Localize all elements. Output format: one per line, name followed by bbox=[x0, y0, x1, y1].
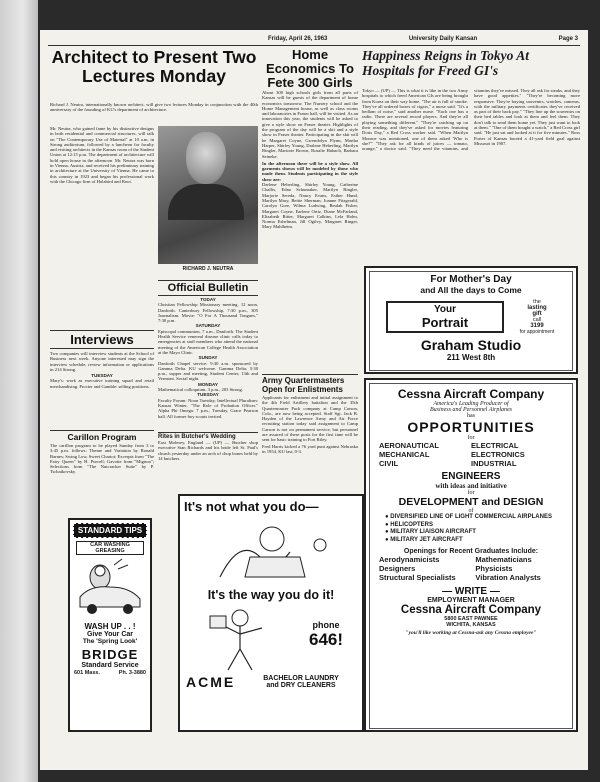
rites-heading: Rites in Butcher's Wedding bbox=[158, 432, 258, 440]
neutra-photo-block bbox=[158, 126, 258, 276]
cessna-bullet: ● MILITARY JET AIRCRAFT bbox=[385, 536, 463, 543]
cessna-sub2: Business and Personnel Airplanes bbox=[429, 407, 513, 413]
acme-services bbox=[246, 675, 356, 689]
neutra-photo-caption: RICHARD J. NEUTRA bbox=[182, 266, 234, 272]
cessna-title: Cessna Aircraft Company bbox=[397, 387, 545, 401]
graham-middle bbox=[372, 299, 570, 335]
graham-lasting3: gift bbox=[532, 311, 542, 317]
cessna-bullet-text: MILITARY LIAISON AIRCRAFT bbox=[390, 529, 476, 535]
cessna-addr2: WICHITA, KANSAS bbox=[446, 622, 496, 628]
cessna-job: Physicists bbox=[475, 564, 513, 573]
cessna-with: with ideas and initiative bbox=[435, 482, 507, 490]
acme-top-text: It's not what you do— bbox=[184, 499, 319, 514]
masthead-page-number: Page 3 bbox=[558, 36, 578, 42]
cessna-addr1: 5800 EAST PAWNEE bbox=[444, 616, 498, 622]
standard-address: 601 Mass. bbox=[74, 670, 100, 676]
bulletin-day-monday: MONDAY bbox=[198, 381, 218, 387]
interviews-day-body: Mary's: work as executive training squad and retail merchandising. Procter and Gamble: selling positions. bbox=[50, 378, 154, 389]
homeec-article bbox=[262, 90, 358, 388]
cessna-bullet: ● DIVERSIFIED LINE OF LIGHT COMMERCIAL AIRPLANES bbox=[385, 514, 552, 520]
cessna-openings: Openings for Recent Graduates Include: bbox=[403, 548, 539, 555]
car-wash-illustration bbox=[70, 557, 148, 617]
acme-phone-block bbox=[290, 604, 362, 674]
cessna-bullet-text: DIVERSIFIED LINE OF LIGHT COMMERCIAL AIRPLANES bbox=[390, 514, 552, 520]
bulletin-sunday: Danforth Chapel service: 9:30 a.m. sponsored by Gamma Delta. KU welcome. Gamma Delta, 5:30 p.m., supper and meeting, Student Center, 13th and Vermont. Social night. bbox=[158, 360, 258, 382]
standard-phone: Ph. 3-3880 bbox=[118, 670, 146, 676]
bulletin-day-today: TODAY bbox=[200, 297, 216, 302]
carillon-article bbox=[50, 430, 154, 514]
masthead bbox=[48, 36, 580, 46]
graham-gift-block bbox=[504, 299, 570, 335]
bulletin-heading: Official Bulletin bbox=[158, 280, 258, 296]
standard-brand: BRIDGE bbox=[81, 647, 139, 662]
standard-line2: Give Your Car bbox=[86, 631, 134, 638]
bulletin-saturday: Episcopal communion, 7 a.m., Danforth. The Student Health Service venereal disease clinic calls today to emergencies at staff members who attend the national meeting of the American College Health Association at the Mayo Clinic. bbox=[158, 328, 258, 355]
cessna-job: Vibration Analysts bbox=[475, 573, 541, 582]
cessna-inner bbox=[369, 383, 573, 729]
interviews-article bbox=[50, 330, 154, 428]
tokyo-headline: Happiness Reigns in Tokyo At Hospitals for Freed GI's bbox=[362, 48, 530, 78]
graham-call: call bbox=[532, 317, 542, 323]
standard-line3: The 'Spring Look' bbox=[82, 638, 138, 645]
quartermaster-note: Fred Harris kicked a 76 yard punt against Nebraska in 1954, KU last, 0-3. bbox=[262, 443, 358, 454]
portrait-suit bbox=[168, 184, 244, 220]
rites-body: East Molesey, England — (UP) — Butcher shop executive Stan Richards and his bride left St. Paul's church yesterday under an arch of chop bones held by 14 butchers. bbox=[158, 440, 258, 461]
cessna-opportunities: OPPORTUNITIES bbox=[407, 419, 535, 435]
interviews-heading: Interviews bbox=[50, 330, 154, 349]
acme-phone: 646! bbox=[308, 630, 344, 649]
graham-portrait-box bbox=[386, 301, 504, 333]
graham-inner bbox=[369, 271, 573, 371]
cessna-ad bbox=[364, 378, 578, 732]
official-bulletin bbox=[158, 280, 258, 430]
bulletin-day-saturday: SATURDAY bbox=[195, 323, 221, 329]
interviews-day: TUESDAY bbox=[91, 373, 113, 379]
quartermaster-heading: Army Quartermasters Open for Enlistments bbox=[262, 374, 358, 394]
cessna-field: CIVIL bbox=[379, 459, 399, 468]
homeec-bold: In the afternoon there will be a style show. All garments shown will be modeled by those who made them. Students participating in the style show are: bbox=[262, 160, 358, 182]
acme-phone-label: phone bbox=[312, 620, 340, 630]
acme-service-1: BACHELOR LAUNDRY bbox=[263, 675, 339, 682]
carillon-heading: Carillon Program bbox=[50, 430, 154, 442]
graham-phone: 3199 bbox=[530, 323, 544, 329]
cessna-job: Aerodynamicists bbox=[379, 555, 440, 564]
newspaper-page bbox=[40, 30, 588, 770]
homeec-names: Darlene Heberling, Shirley Young, Catherine Challis, Edna Schumaker, Marilyn Ringler, Marjorie Sereda, Nancy Evans, Esther Hund, Marilyn Mary, Bettie Sherman, Joanne Fitzgerald, Carolyn Gore, Wilma Ludwing, Beulah Fisher, Margaret Coyne, Earlene Ortiz, Diane McFarland, Elizabeth Ritter, Margaret Calkins, Lela Holm, Norma Eshelman, Jill Ogilvy, Margaret Ringer, Mary Mahlheim. bbox=[262, 182, 358, 230]
neutra-headline-block bbox=[48, 48, 260, 100]
graham-studio-ad bbox=[364, 266, 578, 374]
interviews-body: Two companies will interview students at the School of Business next week. Anyone interested may sign the interview schedule, review information or applications in 214 Strong. bbox=[50, 351, 154, 372]
graham-name: Graham Studio bbox=[420, 337, 522, 353]
graham-portrait: Portrait bbox=[421, 315, 469, 330]
standard-contact bbox=[70, 669, 150, 677]
neutra-headline: Architect to Present Two Lectures Monday bbox=[51, 48, 257, 86]
cessna-for2: for bbox=[467, 490, 475, 496]
cessna-has: has bbox=[467, 413, 475, 419]
graham-line1: For Mother's Day bbox=[430, 274, 512, 285]
homeec-headline-block bbox=[262, 48, 358, 92]
cessna-write: — WRITE — bbox=[442, 586, 500, 597]
acme-footer bbox=[180, 674, 362, 690]
masthead-date: Friday, April 26, 1963 bbox=[268, 36, 328, 42]
cessna-bullet: ● HELICOPTERS bbox=[385, 521, 433, 528]
cessna-fields bbox=[373, 441, 569, 468]
graham-lasting1: the bbox=[533, 299, 541, 305]
quartermaster-article bbox=[262, 374, 358, 492]
acme-brand: ACME bbox=[186, 674, 236, 690]
tokyo-body: Tokyo — (UP) — This is what it is like in the two Army hospitals to which freed American GIs are being brought from Korea on their way home. "The air is full of smoke. They've all ordered boxes of cigars," a nurse said. "It's a bedlam of noise," said another nurse. "Each one has a radio. There are several record players. And they're all playing something different." "They're catching up on their reading, and they've asked for movies featuring Doris Day," a Red Cross worker said. "When Marilyn Monroe was mentioned, one of them asked 'Who is she?'" "They ask for all kinds of juices — tomato, orange," a doctor said. "They need the vitamins, and vitamins they've missed. They all ask for steaks, and they have good appetites." "They're becoming more responsive. They're buying souvenirs, watches, cameras, with the military payments certificates they've received as part of their back pay." "They line up the souvenirs on their bed tables and look at them and feel them. They don't talk to send them home yet. They just want to look at them." "One of them bought a watch," a Red Cross girl said. "He just sat and looked at it for five minutes." bbox=[362, 88, 580, 152]
tokyo-note: Ross Porter of Kansas booted a 41-yard field goal against Missouri in 1907. bbox=[474, 130, 580, 146]
acme-bottom-row bbox=[180, 604, 362, 674]
neutra-body: Mr. Neutra, who gained fame by his distinctive designs in both residential and commercial structures, will talk on "The Contemporary Use of Material" at 10 a.m. in Strong auditorium, followed by a luncheon for faculty and visiting architects in the Kansas room of the Student Union at 12:15 p.m. The department of architecture will hold open house in the afternoon. Mr. Neutra was born in Vienna, Austria, and received his preliminary training in architecture at the University of Vienna. He came to this country in 1923 and began his professional work with the Chicago firm of Holabird and Root. bbox=[50, 126, 154, 184]
cessna-field: AERONAUTICAL bbox=[379, 441, 439, 450]
tokyo-headline-block bbox=[362, 48, 580, 88]
cessna-field: INDUSTRIAL bbox=[471, 459, 517, 468]
cessna-bullet: ● MILITARY LIAISON AIRCRAFT bbox=[385, 529, 476, 535]
standard-tips-ad bbox=[68, 518, 152, 732]
carwash-sign bbox=[76, 541, 144, 555]
graham-your: Your bbox=[433, 304, 457, 315]
cessna-company: Cessna Aircraft Company bbox=[400, 604, 542, 616]
cessna-bullets bbox=[373, 514, 569, 544]
carwash-sign-line2: GREASING bbox=[95, 548, 125, 554]
cessna-bullet-text: HELICOPTERS bbox=[390, 521, 433, 528]
carwash-sign-line1: CAR WASHING bbox=[90, 542, 130, 548]
acme-service-2: and DRY CLEANERS bbox=[266, 682, 336, 689]
standard-service: Standard Service bbox=[81, 662, 139, 669]
cessna-sub1: America's Leading Producer of bbox=[433, 401, 509, 407]
standard-wash-up: WASH UP . . ! bbox=[84, 622, 136, 631]
cessna-job: Mathematicians bbox=[475, 555, 532, 564]
cessna-jobs bbox=[373, 555, 569, 582]
bulletin-monday: Mathematical colloquium, 3 p.m., 203 Strong. bbox=[158, 387, 243, 393]
rites-article bbox=[158, 432, 258, 478]
portrait-face bbox=[186, 132, 226, 184]
bulletin-day-tuesday: TUESDAY bbox=[197, 392, 219, 398]
adjacent-page-edge bbox=[0, 0, 38, 782]
cessna-bullet-text: MILITARY JET AIRCRAFT bbox=[390, 536, 463, 543]
cessna-tagline: "you'll like working at Cessna-ask any Cessna employee" bbox=[405, 630, 537, 636]
bulletin-tuesday: Faculty Forum: Noon Tuesday, Intellectual Pluralism: Kansas Winter, "The Role of Probation Officer." Alpha Phi Omega: 7 p.m., Tuesday, Grace Pearson hall. All former boy scouts invited. bbox=[158, 397, 258, 419]
bulletin-day-sunday: SUNDAY bbox=[198, 355, 218, 361]
homeec-headline: Home Economics To Fete 300 Girls bbox=[266, 48, 354, 90]
bulletin-today: Christian Fellowship Missionary meeting, 12 noon, Danforth. Canterbury Fellowship, 7:30 p.m., 305 Journalism. Movie: "O For A Thousand Tongues," 7:30 p.m. bbox=[158, 302, 258, 324]
graham-appt: for appointment bbox=[519, 329, 555, 335]
masthead-paper-name: University Daily Kansan bbox=[408, 36, 478, 42]
cessna-field: ELECTRICAL bbox=[471, 441, 519, 450]
cessna-engineers: ENGINEERS bbox=[441, 471, 501, 482]
quartermaster-body: Applicants for enlistment and initial assignment to the 4th Field Artillery battalion and the 35th Quartermaster Pack company at Camp Carson, Colo., are now being accepted. Staff Sgt. Jack B. Hayden of the Lawrence Army and Air Force recruiting station today said assignment to Camp Carson is not on permanent service, but personnel are assured of these posts for the first time will be sent for basic training to Fort Riley. bbox=[262, 395, 358, 443]
neutra-lead: Richard J. Neutra, internationally known architect, will give two lectures Monday in conjunction with the 40th anniversary of the founding of KU's department of architecture. bbox=[50, 102, 258, 113]
cessna-field: ELECTRONICS bbox=[471, 450, 525, 459]
cessna-of: of bbox=[468, 508, 474, 514]
cessna-devdesign: DEVELOPMENT and DESIGN bbox=[398, 496, 544, 508]
graham-address: 211 West 8th bbox=[446, 353, 496, 362]
cessna-job: Structural Specialists bbox=[379, 573, 456, 582]
acme-ad bbox=[178, 494, 364, 732]
cessna-field: MECHANICAL bbox=[379, 450, 430, 459]
neutra-portrait-photo bbox=[158, 126, 258, 264]
cessna-for: for bbox=[467, 435, 475, 441]
graham-lasting2: lasting bbox=[527, 305, 547, 311]
carillon-body: The carillon program to be played Sunday from 3 to 3:45 p.m. follows: Theme and Variation by Ronald Barnes; Swing Low, Sweet Chariot; Excerpts from "The Fairy Queen" by H. Purcell; Gavotte from "Mignon"; Selections from "The Nutcracker Suite" by P. Tschaikovsky. bbox=[50, 443, 154, 475]
tokyo-body-wrap bbox=[362, 88, 580, 264]
acme-cartoon-top bbox=[180, 517, 358, 583]
cessna-employ: EMPLOYMENT MANAGER bbox=[427, 597, 515, 604]
cessna-job: Designers bbox=[379, 564, 416, 573]
homeec-body: About 300 high schools girls from all parts of Kansas will be guests of the department of home economics tomorrow. The Nursery school and the Home Management house, as well as class rooms and laboratories in Fraser hall, will be visited. As an innovation this year, the students will be asked to give a style show on Fraser theater. Highlights of the program of the day will be a skit and a style show in Fraser theater. Participating in the skit will be Margaret Coyne, Gwendolyn Flynn, Martha Harper, Shirley Young, Darlene Heberling, Marilyn Ringler, Mariorie Brown, Rosalie Hubach, Barbara Seineke. bbox=[262, 90, 358, 159]
acme-cartoon-bottom bbox=[180, 604, 290, 674]
graham-line2: and All the days to Come bbox=[420, 285, 522, 295]
acme-middle-text: It's the way you do it! bbox=[207, 588, 335, 602]
standard-tips-title: STANDARD TIPS bbox=[73, 523, 147, 538]
